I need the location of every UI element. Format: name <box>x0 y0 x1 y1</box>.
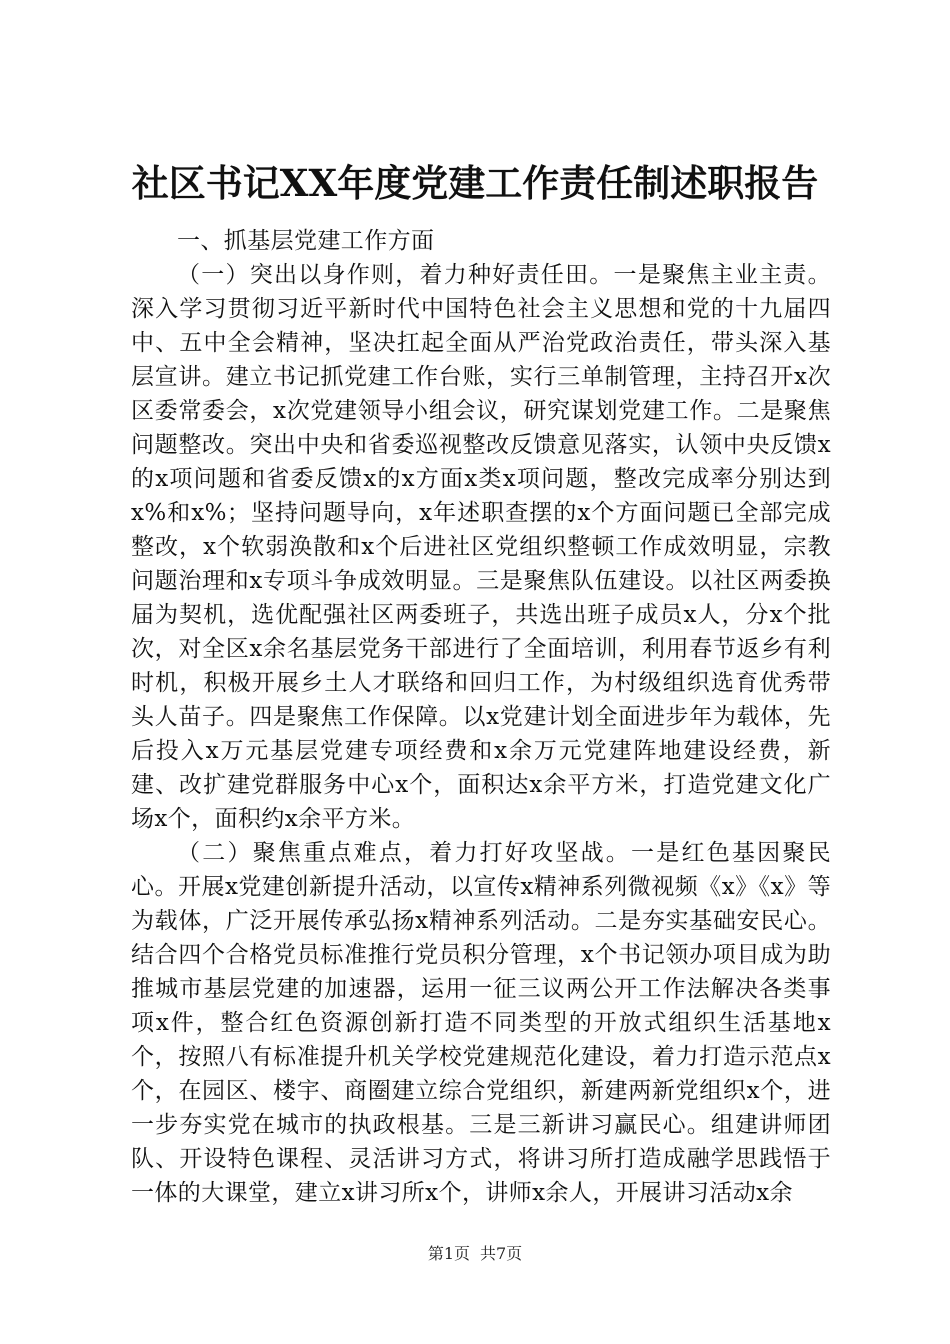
document-body <box>131 224 831 1210</box>
paragraph-2: （二）聚焦重点难点，着力打好攻坚战。一是红色基因聚民心。开展x党建创新提升活动，以宣传x精神系列微视频《x》《x》等为载体，广泛开展传承弘扬x精神系列活动。二是夯实基础安民心。结合四个合格党员标准推行党员积分管理，x个书记领办项目成为助推城市基层党建的加速器，运用一征三议两公开工作法解决各类事项x件，整合红色资源创新打造不同类型的开放式组织生活基地x个，按照八有标准提升机关学校党建规范化建设，着力打造示范点x个，在园区、楼宇、商圈建立综合党组织，新建两新党组织x个，进一步夯实党在城市的执政根基。三是三新讲习赢民心。组建讲师团队、开设特色课程、灵活讲习方式，将讲习所打造成融学思践悟于一体的大课堂，建立x讲习所x个，讲师x余人，开展讲习活动x余 <box>131 840 831 1206</box>
section-heading: 一、抓基层党建工作方面 <box>177 228 435 254</box>
page-total: 共7页 <box>480 1244 523 1263</box>
paragraph-1: （一）突出以身作则，着力种好责任田。一是聚焦主业主责。深入学习贯彻习近平新时代中国特色社会主义思想和党的十九届四中、五中全会精神，坚决扛起全面从严治党政治责任，带头深入基层宣讲。建立书记抓党建工作台账，实行三单制管理，主持召开x次区委常委会，x次党建领导小组会议，研究谋划党建工作。二是聚焦问题整改。突出中央和省委巡视整改反馈意见落实，认领中央反馈x的x项问题和省委反馈x的x方面x类x项问题，整改完成率分别达到x%和x%；坚持问题导向，x年述职查摆的x个方面问题已全部完成整改，x个软弱涣散和x个后进社区党组织整顿工作成效明显，宗教问题治理和x专项斗争成效明显。三是聚焦队伍建设。以社区两委换届为契机，选优配强社区两委班子，共选出班子成员x人，分x个批次，对全区x余名基层党务干部进行了全面培训，利用春节返乡有利时机，积极开展乡土人才联络和回归工作，为村级组织选育优秀带头人苗子。四是聚焦工作保障。以x党建计划全面进步年为载体，先后投入x万元基层党建专项经费和x余万元党建阵地建设经费，新建、改扩建党群服务中心x个，面积达x余平方米，打造党建文化广场x个，面积约x余平方米。 <box>131 262 831 832</box>
document-title: 社区书记XX年度党建工作责任制述职报告 <box>131 161 819 205</box>
page-number: 第1页 <box>427 1244 470 1263</box>
page-footer <box>0 1243 950 1265</box>
